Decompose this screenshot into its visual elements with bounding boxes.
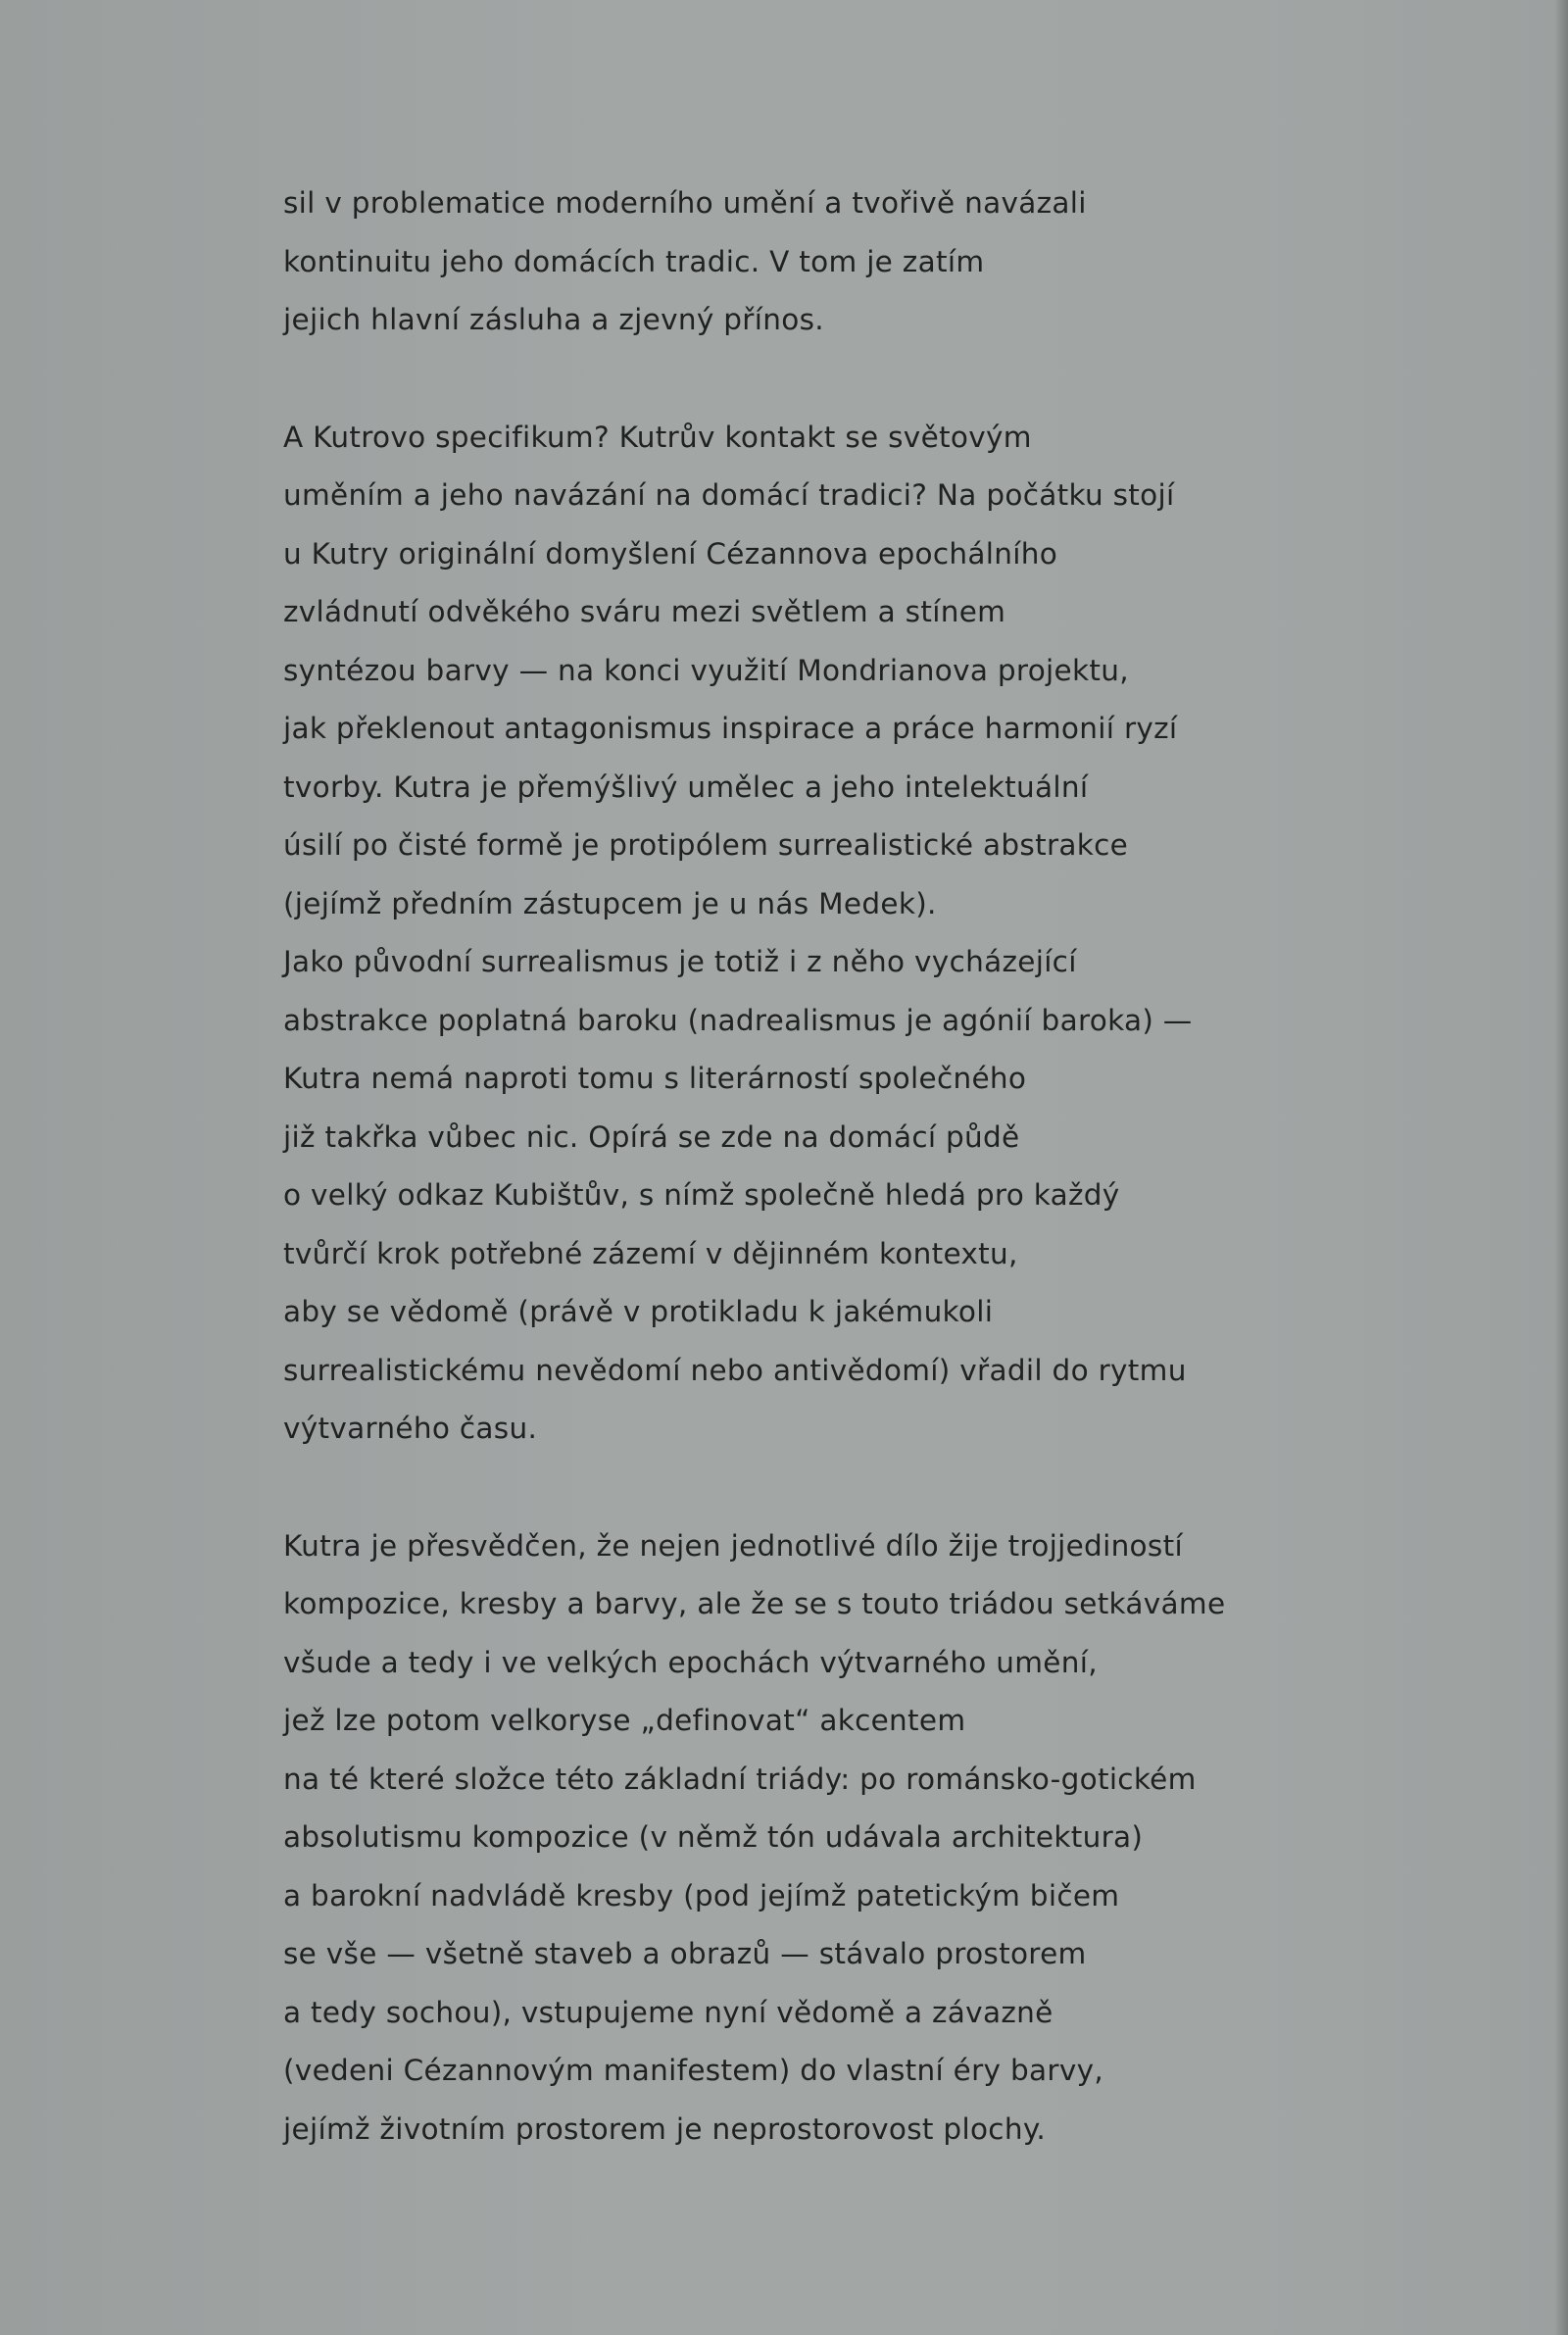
paragraph-2 (283, 409, 1410, 1459)
paragraph-gap (283, 350, 1410, 409)
text-line: A Kutrovo specifikum? Kutrův kontakt se světovým (283, 420, 1032, 454)
text-line: již takřka vůbec nic. Opírá se zde na domácí půdě (283, 1119, 1020, 1154)
text-line: Kutra nemá naproti tomu s literárností společného (283, 1062, 1027, 1095)
text-line: Jako původní surrealismus je totiž i z něho vycházející (283, 945, 1077, 978)
text-line: kontinuitu jeho domácích tradic. V tom je zatím (283, 244, 985, 278)
text-line: (vedeni Cézannovým manifestem) do vlastní éry barvy, (283, 2054, 1104, 2087)
paragraph-1 (283, 174, 1410, 350)
text-line: a tedy sochou), vstupujeme nyní vědomě a závazně (283, 1995, 1054, 2029)
text-line: všude a tedy i ve velkých epochách výtvarného umění, (283, 1645, 1098, 1679)
text-line: jejímž životním prostorem je neprostorovost plochy. (283, 2111, 1047, 2146)
text-line: abstrakce poplatná baroku (nadrealismus je agónií baroka) — (283, 1003, 1193, 1037)
text-line: na té které složce této základní triády: po románsko-gotickém (283, 1762, 1197, 1796)
text-line: úsilí po čisté formě je protipólem surrealistické abstrakce (283, 828, 1129, 862)
text-line: (jejímž předním zástupcem je u nás Medek). (283, 886, 937, 920)
text-line: výtvarného času. (283, 1412, 538, 1445)
text-line: absolutismu kompozice (v němž tón udávala architektura) (283, 1820, 1144, 1854)
text-line: Kutra je přesvědčen, že nejen jednotlivé dílo žije trojjediností (283, 1528, 1183, 1563)
text-line: jak překlenout antagonismus inspirace a práce harmonií ryzí (283, 712, 1178, 745)
text-line: u Kutry originální domyšlení Cézannova epochálního (283, 536, 1058, 571)
paragraph-3 (283, 1517, 1410, 2160)
text-line: tvorby. Kutra je přemýšlivý umělec a jeho intelektuální (283, 770, 1089, 804)
text-line: o velký odkaz Kubištův, s nímž společně hledá pro každý (283, 1178, 1120, 1212)
body-text (283, 174, 1410, 2159)
text-line: se vše — všetně staveb a obrazů — stávalo prostorem (283, 1937, 1087, 1970)
text-line: sil v problematice moderního umění a tvořivě navázali (283, 186, 1087, 220)
text-line: uměním a jeho navázání na domácí tradici? Na počátku stojí (283, 478, 1175, 512)
text-line: zvládnutí odvěkého sváru mezi světlem a stínem (283, 595, 1006, 628)
text-line: syntézou barvy — na konci využití Mondrianova projektu, (283, 653, 1129, 687)
text-line: surrealistickému nevědomí nebo antivědomí) vřadil do rytmu (283, 1353, 1187, 1387)
text-line: kompozice, kresby a barvy, ale že se s touto triádou setkáváme (283, 1587, 1226, 1620)
paragraph-gap (283, 1459, 1410, 1517)
text-line: jejich hlavní zásluha a zjevný přínos. (283, 303, 824, 336)
page-edge-shadow (1554, 0, 1568, 2335)
text-line: aby se vědomě (právě v protikladu k jakémukoli (283, 1295, 994, 1328)
text-line: jež lze potom velkoryse „definovat“ akcentem (283, 1704, 966, 1737)
text-line: tvůrčí krok potřebné zázemí v dějinném kontextu, (283, 1236, 1018, 1270)
text-line: a barokní nadvládě kresby (pod jejímž patetickým bičem (283, 1878, 1120, 1913)
